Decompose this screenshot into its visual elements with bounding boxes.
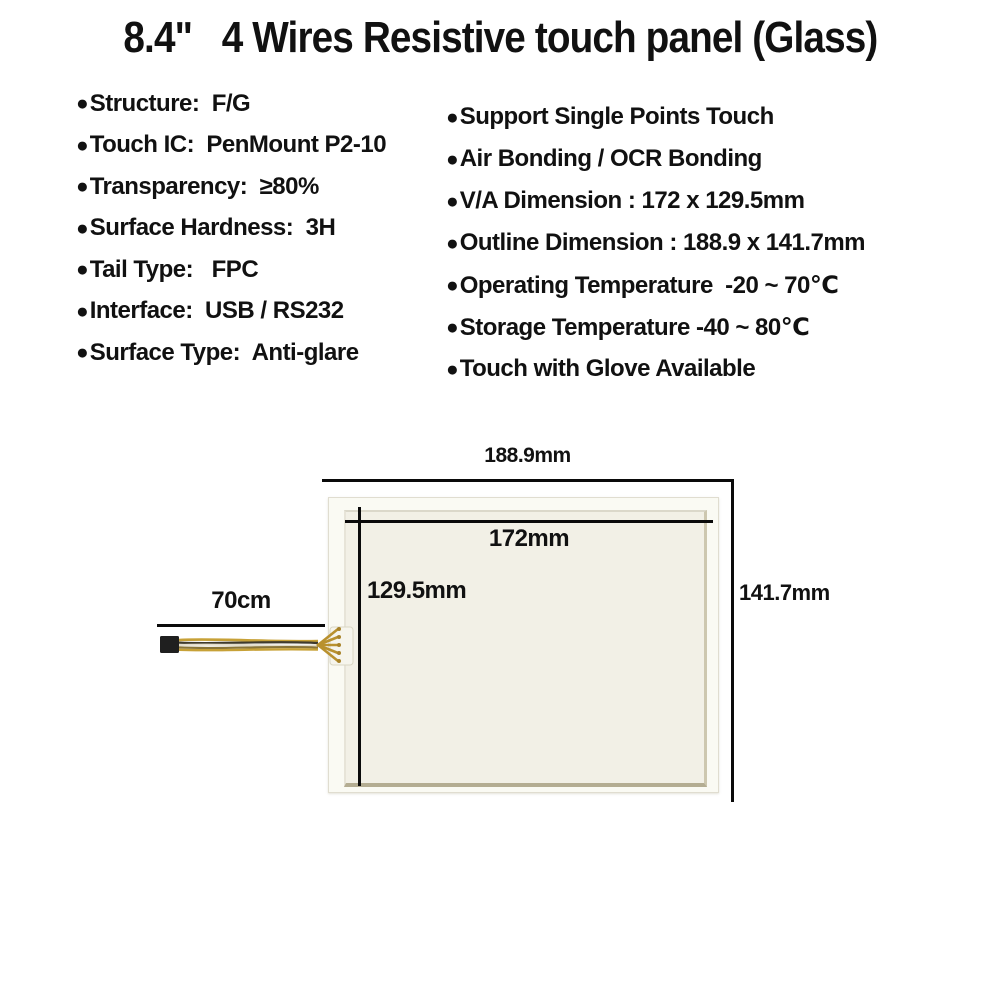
va-height-label: 129.5mm [367, 577, 467, 604]
spec-text: Support Single Points Touch [459, 103, 774, 130]
spec-text: Transparency: ≥80% [89, 172, 319, 200]
spec-text: Touch IC: PenMount P2-10 [89, 131, 387, 159]
va-width-label: 172mm [488, 525, 570, 552]
bullet-icon: ● [446, 231, 459, 255]
spec-text: Surface Type: Anti-glare [89, 338, 359, 366]
spec-text: Operating Temperature -20 ~ 70℃ [459, 271, 839, 299]
bullet-icon: ● [76, 216, 89, 240]
spec-text: V/A Dimension : 172 x 129.5mm [459, 187, 805, 214]
bullet-icon: ● [446, 357, 459, 381]
spec-text: Tail Type: FPC [89, 255, 259, 283]
spec-row-single-touch [446, 96, 865, 138]
spec-text: Interface: USB / RS232 [89, 297, 344, 325]
spec-row-storage-temp [446, 306, 865, 348]
spec-text: Outline Dimension : 188.9 x 141.7mm [459, 229, 866, 256]
fpc-tail-cable [150, 618, 365, 676]
spec-text: Storage Temperature -40 ~ 80℃ [459, 313, 810, 341]
spec-row-tail-type [76, 249, 386, 291]
bullet-icon: ● [446, 315, 459, 339]
spec-row-interface [76, 291, 386, 333]
cable-connector [160, 636, 179, 653]
cable-length-label: 70cm [211, 587, 271, 614]
spec-text: Touch with Glove Available [459, 355, 756, 382]
outline-height-dimension-line [731, 479, 734, 802]
spec-row-transparency [76, 166, 386, 208]
spec-text: Structure: F/G [89, 89, 251, 117]
bullet-icon: ● [76, 258, 89, 282]
bullet-icon: ● [76, 92, 89, 116]
bullet-icon: ● [76, 341, 89, 365]
spec-list-left [76, 83, 386, 374]
spec-row-touch-ic [76, 125, 386, 167]
outline-width-dimension-line [322, 479, 733, 482]
va-width-dimension-line [345, 520, 713, 523]
spec-row-structure [76, 83, 386, 125]
spec-text: Air Bonding / OCR Bonding [459, 145, 762, 172]
bullet-icon: ● [76, 299, 89, 323]
bullet-icon: ● [446, 189, 459, 213]
spec-list-right [446, 96, 865, 390]
bullet-icon: ● [446, 273, 459, 297]
spec-row-va-dimension [446, 180, 865, 222]
spec-row-glove-touch [446, 348, 865, 390]
bullet-icon: ● [446, 147, 459, 171]
bullet-icon: ● [76, 133, 89, 157]
bullet-icon: ● [76, 175, 89, 199]
spec-row-surface-type [76, 332, 386, 374]
spec-row-surface-hardness [76, 208, 386, 250]
spec-text: Surface Hardness: 3H [89, 214, 336, 242]
spec-row-outline-dimension [446, 222, 865, 264]
spec-row-operating-temp [446, 264, 865, 306]
outline-height-label: 141.7mm [739, 580, 830, 605]
bullet-icon: ● [446, 105, 459, 129]
page-title-text: 8.4" 4 Wires Resistive touch panel (Glass) [123, 13, 877, 62]
outline-width-label: 188.9mm [484, 444, 571, 467]
page-title [0, 13, 1000, 63]
spec-row-bonding [446, 138, 865, 180]
